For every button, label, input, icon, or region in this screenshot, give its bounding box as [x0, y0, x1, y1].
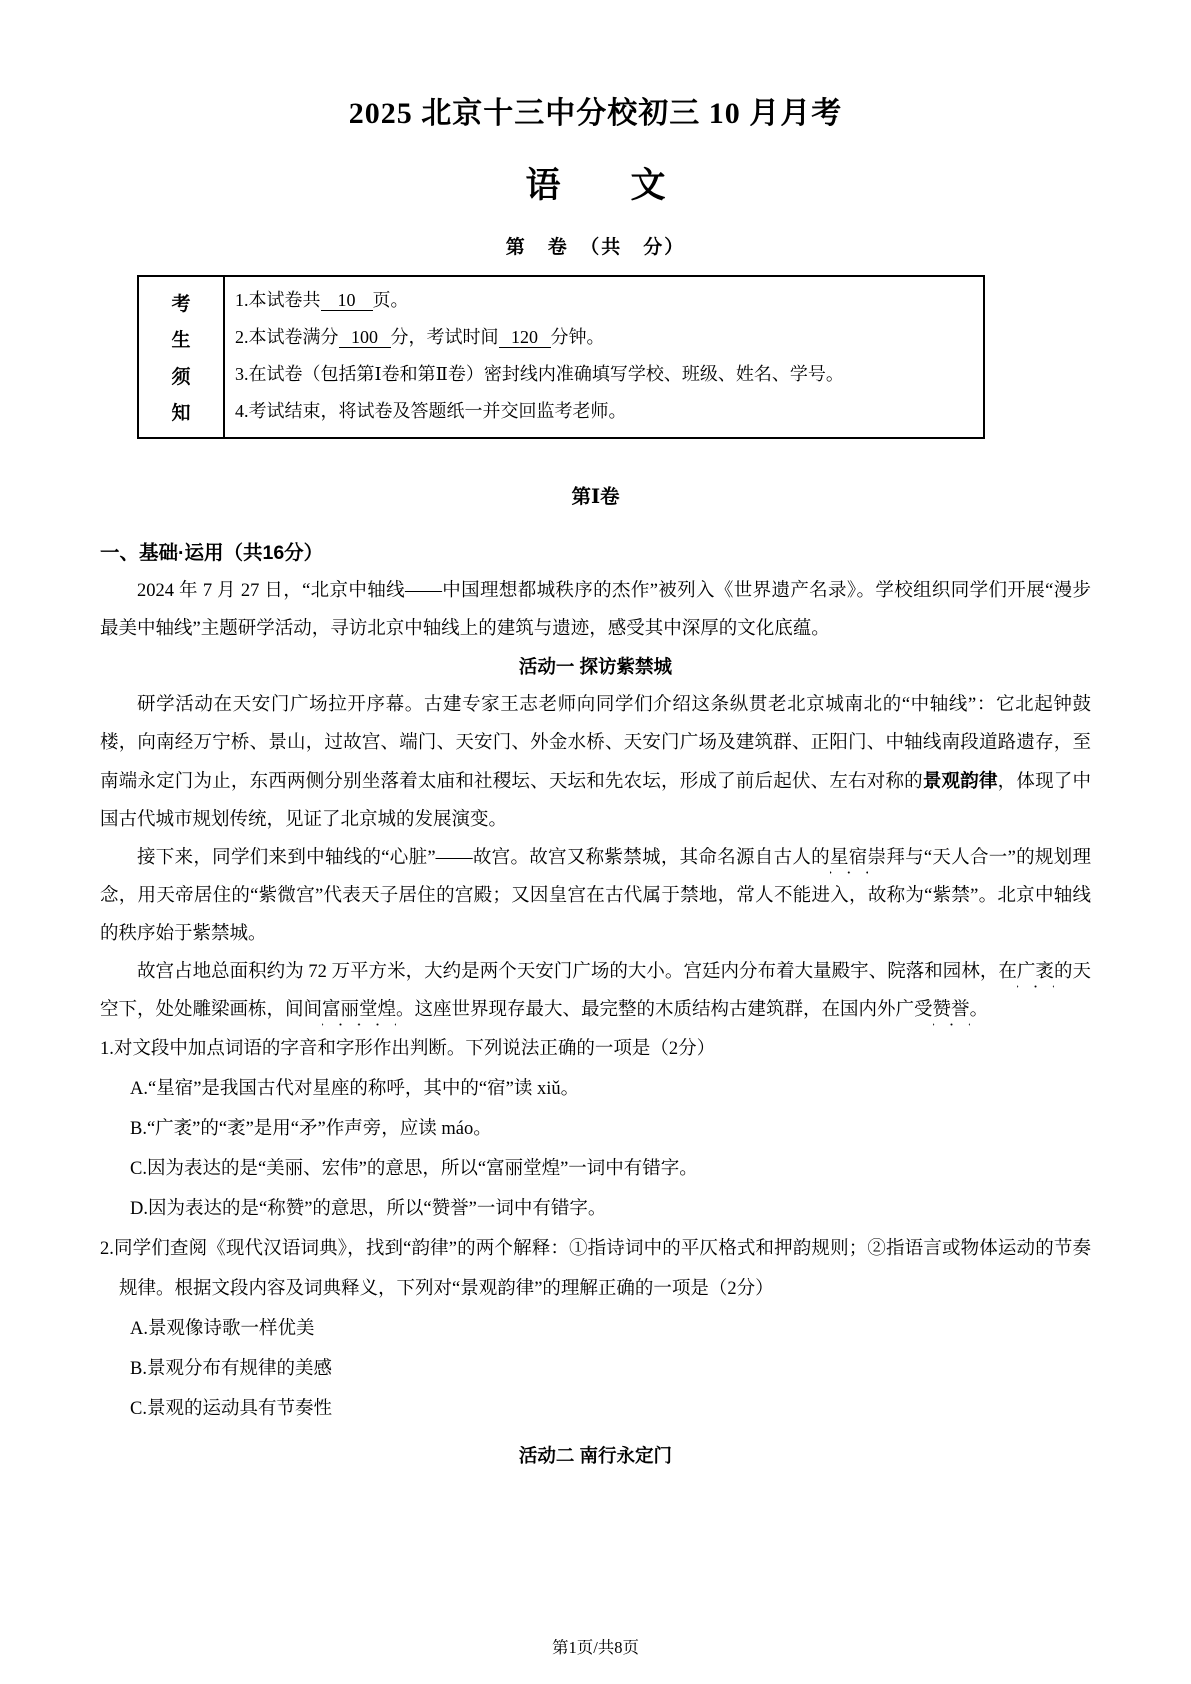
- subject-title: 语 文: [525, 166, 666, 205]
- page-content: [100, 0, 1091, 1475]
- volume-line: 第 卷 （共 分）: [505, 237, 686, 258]
- question-1-options: [100, 1069, 1091, 1229]
- paragraph-area-text: 的天空下，处处雕梁画栋，间间: [100, 962, 1091, 1020]
- notice-label-char: 生: [171, 330, 191, 352]
- notice-table: [137, 275, 985, 439]
- notice-item-1-text: 页。: [372, 290, 409, 310]
- paragraph-palace-text: 接下来，同学们来到中轴线的“心脏”——故宫。故宫又称紫禁城，其命名源自古人的: [137, 848, 830, 868]
- notice-item-2-blank-score: 100: [339, 327, 391, 348]
- question-1-option-c: C.因为表达的是“美丽、宏伟”的意思，所以“富丽堂煌”一词中有错字。: [130, 1159, 698, 1179]
- question-1-option-b: B.“广袤”的“袤”是用“矛”作声旁，应读 máo。: [130, 1119, 492, 1139]
- notice-table-items: [225, 277, 983, 437]
- paragraph-axis: [100, 686, 1091, 839]
- notice-item-2-text: 2.本试卷满分: [235, 327, 339, 347]
- intro-paragraph: 2024 年 7 月 27 日，“北京中轴线——中国理想都城秩序的杰作”被列入《世界遗产名录》。学校组织同学们开展“漫步最美中轴线”主题研学活动，寻访北京中轴线上的建筑与遗迹，感受其中深厚的文化底蕴。: [100, 581, 1091, 639]
- activity1-title: 活动一 探访紫禁城: [518, 656, 673, 677]
- page-number: 第1页/共8页: [551, 1638, 640, 1657]
- notice-item-1-text: 1.本试卷共: [235, 290, 321, 310]
- activity2-title: 活动二 南行永定门: [518, 1445, 673, 1466]
- notice-item-1: [235, 282, 973, 319]
- paragraph-palace-emphasized-word: 星宿: [830, 848, 868, 874]
- paragraph-area-text: 故宫占地总面积约为 72 万平方米，大约是两个天安门广场的大小。宫廷内分布着大量殿宇、院落和园林，在: [137, 962, 1017, 982]
- section1-title: 一、基础·运用（共16分）: [100, 542, 324, 564]
- paragraph-axis-text: ，体现了中国古代城市规划传统，见证了北京城的发展演变。: [100, 772, 1091, 830]
- paragraph-area-text: 。这座世界现存最大、最完整的木质结构古建筑群，在国内外广受: [396, 1000, 933, 1020]
- paragraph-palace-text: 崇拜与“天人合一”的规划理念，用天帝居住的“紫微宫”代表天子居住的宫殿；又因皇宫在古代属于禁地，常人不能进入，故称为“紫禁”。北京中轴线的秩序始于紫禁城。: [100, 848, 1091, 944]
- question-2-option-b: B.景观分布有规律的美感: [130, 1359, 332, 1379]
- question-2-stem: 2.同学们查阅《现代汉语词典》，找到“韵律”的两个解释：①指诗词中的平仄格式和押韵规则；②指语言或物体运动的节奏规律。根据文段内容及词典释义，下列对“景观韵律”的理解正确的一项是（2分）: [100, 1239, 1091, 1299]
- paragraph-palace: [100, 839, 1091, 953]
- part1-title: 第Ⅰ卷: [571, 487, 620, 508]
- paragraph-area-text: 。: [969, 1000, 989, 1020]
- paragraph-axis-text: 研学活动在天安门广场拉开序幕。古建专家王志老师向同学们介绍这条纵贯老北京城南北的“中轴线”：它北起钟鼓楼，向南经万宁桥、景山，过故宫、端门、天安门、外金水桥、天安门广场及建筑群、正阳门、中轴线南段道路遗存，至南端永定门为止，东西两侧分别坐落着太庙和社稷坛、天坛和先农坛，形成了前后起伏、左右对称的: [100, 695, 1091, 792]
- notice-item-2-text: 分，考试时间: [390, 327, 499, 347]
- paragraph-area-emphasized-word: 富丽堂煌: [322, 1000, 396, 1026]
- notice-table-label: [139, 277, 225, 437]
- notice-label-char: 须: [171, 366, 191, 388]
- exam-title: 2025 北京十三中分校初三 10 月月考: [348, 97, 843, 130]
- notice-item-1-blank: 10: [321, 290, 373, 311]
- question-2-option-c: C.景观的运动具有节奏性: [130, 1399, 332, 1419]
- question-1-option-a: A.“星宿”是我国古代对星座的称呼，其中的“宿”读 xiǔ。: [130, 1079, 580, 1099]
- paragraph-area-emphasized-word: 赞誉: [933, 1000, 970, 1026]
- notice-item-2-text: 分钟。: [550, 327, 605, 347]
- notice-item-2: [235, 319, 973, 356]
- paragraph-axis-bold-term: 景观韵律: [922, 770, 998, 791]
- question-2-option-a: A.景观像诗歌一样优美: [130, 1319, 315, 1339]
- notice-label-char: 考: [171, 294, 191, 315]
- paragraph-area: [100, 953, 1091, 1029]
- question-1-option-d: D.因为表达的是“称赞”的意思，所以“赞誉”一词中有错字。: [130, 1199, 607, 1219]
- question-1-stem: 1.对文段中加点词语的字音和字形作出判断。下列说法正确的一项是（2分）: [100, 1039, 716, 1059]
- notice-label-char: 知: [171, 402, 191, 424]
- paragraph-area-emphasized-word: 广袤: [1017, 962, 1054, 988]
- notice-item-2-blank-time: 120: [499, 327, 551, 348]
- notice-item-3: 3.在试卷（包括第Ⅰ卷和第Ⅱ卷）密封线内准确填写学校、班级、姓名、学号。: [235, 364, 844, 384]
- question-2-options: [100, 1309, 1091, 1429]
- notice-item-4: 4.考试结束，将试卷及答题纸一并交回监考老师。: [235, 401, 627, 421]
